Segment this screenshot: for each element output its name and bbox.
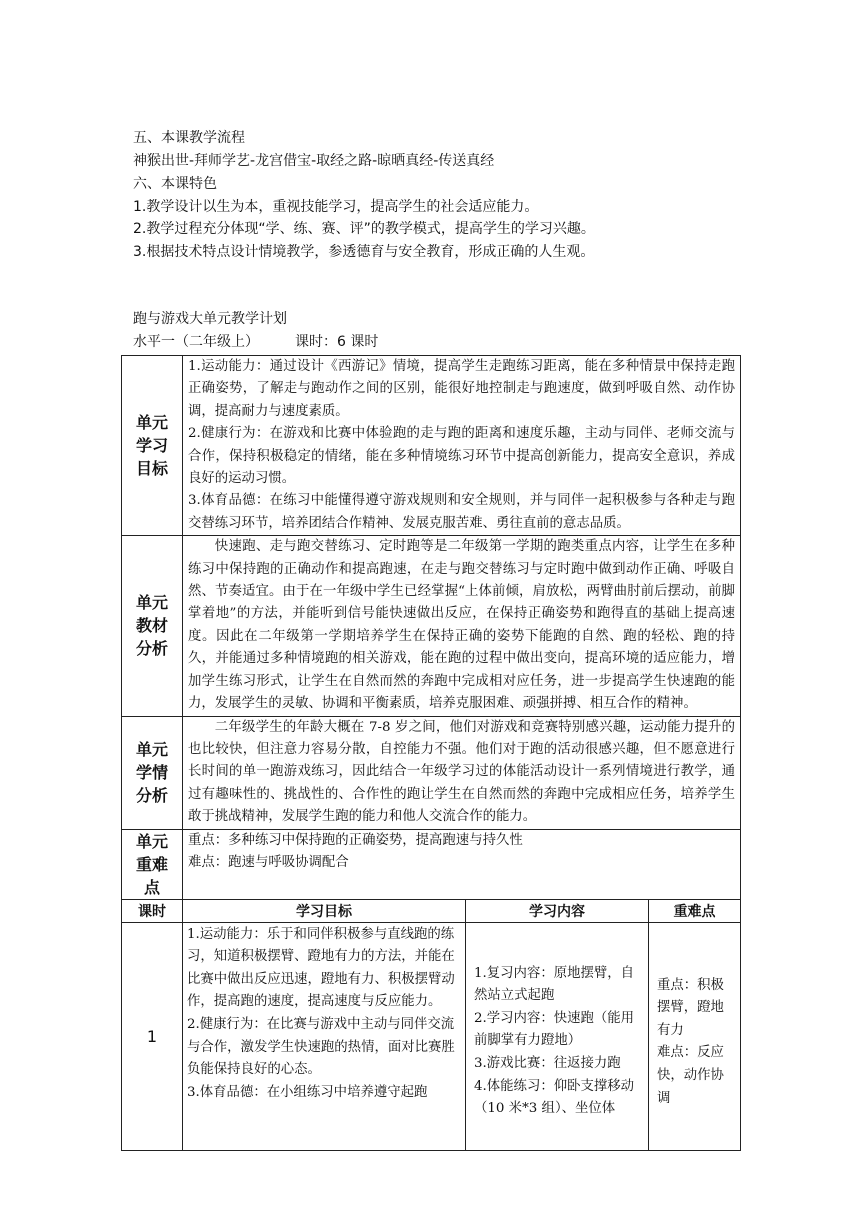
plan-title: 跑与游戏大单元教学计划 xyxy=(133,311,287,327)
lesson-keypoints: 重点：积极摆臂，蹬地有力 难点：反应快，动作协调 xyxy=(649,922,741,1150)
feature-item: 3.根据技术特点设计情境教学，参透德育与安全教育，形成正确的人生观。 xyxy=(133,244,595,260)
table-row xyxy=(122,922,741,1150)
row-label-goals: 单元 学习 目标 xyxy=(122,356,183,536)
lesson-goals: 1.运动能力：乐于和同伴积极参与直线跑的练习，知道积极摆臂、蹬地有力的方法，并能在比赛中做出反应迅速，蹬地有力、积极摆臂动作，提高跑的速度，提高速度与反应能力。 2.健康行为：在比赛与游戏中主动与同伴交流与合作，激发学生快速跑的热情，面对比赛胜负能保持良好的心态。 3.体育品德：在小组练习中培养遵守起跑 xyxy=(183,922,466,1150)
unit-plan-table xyxy=(121,355,741,1151)
row-label-keypoints: 单元 重难 点 xyxy=(122,829,183,899)
plan-level: 水平一（二年级上） xyxy=(133,334,259,350)
plan-meta xyxy=(133,331,378,353)
table-header-row xyxy=(122,899,741,922)
table-row xyxy=(122,536,741,716)
table-row xyxy=(122,716,741,829)
section-heading-flow: 五、本课教学流程 xyxy=(133,130,245,146)
table-row xyxy=(122,829,741,899)
column-header: 课时 xyxy=(122,899,183,922)
feature-item: 1.教学设计以生为本，重视技能学习，提高学生的社会适应能力。 xyxy=(133,199,539,215)
student-analysis-text: 二年级学生的年龄大概在 7-8 岁之间，他们对游戏和竞赛特别感兴趣，运动能力提升的也比较快，但注意力容易分散，自控能力不强。他们对于跑的活动很感兴趣，但不愿意进行长时间的单一跑游戏练习，因此结合一年级学习过的体能活动设计一系列情境进行教学，通过有趣味性的、挑战性的、合作性的跑让学生在自然而然的奔跑中完成相应任务，培养学生敢于挑战精神，发展学生跑的能力和他人交流合作的能力。 xyxy=(183,716,741,829)
keypoints-text: 重点：多种练习中保持跑的正确姿势，提高跑速与持久性 难点：跑速与呼吸协调配合 xyxy=(183,829,741,899)
plan-hours: 课时：6 课时 xyxy=(295,334,379,350)
column-header: 学习内容 xyxy=(466,899,649,922)
material-analysis-text: 快速跑、走与跑交替练习、定时跑等是二年级第一学期的跑类重点内容，让学生在多种练习中保持跑的正确动作和提高跑速，在走与跑交替练习与定时跑中做到动作正确、呼吸自然、节奏适宜。由于在一年级中学生已经掌握“上体前倾，肩放松，两臂曲肘前后摆动，前脚掌着地”的方法，并能听到信号能快速做出反应，在保持正确姿势和跑得直的基础上提高速度。因此在二年级第一学期培养学生在保持正确的姿势下能跑的自然、跑的轻松、跑的持久，并能通过多种情境跑的相关游戏，能在跑的过程中做出变向，提高环境的适应能力，增加学生练习形式，让学生在自然而然的奔跑中完成相对应任务，进一步提高学生快速跑的能力，发展学生的灵敏、协调和平衡素质，培养克服困难、顽强拼搏、相互合作的精神。 xyxy=(183,536,741,716)
lesson-number: 1 xyxy=(122,922,183,1150)
lesson-content: 1.复习内容：原地摆臂，自然站立式起跑 2.学习内容：快速跑（能用前脚掌有力蹬地） 3.游戏比赛：往返接力跑 4.体能练习：仰卧支撑移动（10 米*3 组）、坐位体 xyxy=(466,922,649,1150)
flow-text: 神猴出世-拜师学艺-龙宫借宝-取经之路-晾晒真经-传送真经 xyxy=(133,153,495,169)
unit-goals-text: 1.运动能力：通过设计《西游记》情境，提高学生走跑练习距离，能在多种情景中保持走跑正确姿势，了解走与跑动作之间的区别，能很好地控制走与跑速度，做到呼吸自然、动作协调，提高耐力与速度素质。 2.健康行为：在游戏和比赛中体验跑的走与跑的距离和速度乐趣，主动与同伴、老师交流与合作，保持积极稳定的情绪，能在多种情境练习环节中提高创新能力，提高安全意识，养成良好的运动习惯。 3.体育品德：在练习中能懂得遵守游戏规则和安全规则，并与同伴一起积极参与各种走与跑交替练习环节，培养团结合作精神、发展克服苦难、勇往直前的意志品质。 xyxy=(183,356,741,536)
table-row xyxy=(122,356,741,536)
section-heading-features: 六、本课特色 xyxy=(133,176,217,192)
feature-item: 2.教学过程充分体现“学、练、赛、评”的教学模式，提高学生的学习兴趣。 xyxy=(133,221,595,237)
row-label-material: 单元 教材 分析 xyxy=(122,536,183,716)
column-header: 重难点 xyxy=(649,899,741,922)
row-label-students: 单元 学情 分析 xyxy=(122,716,183,829)
column-header: 学习目标 xyxy=(183,899,466,922)
